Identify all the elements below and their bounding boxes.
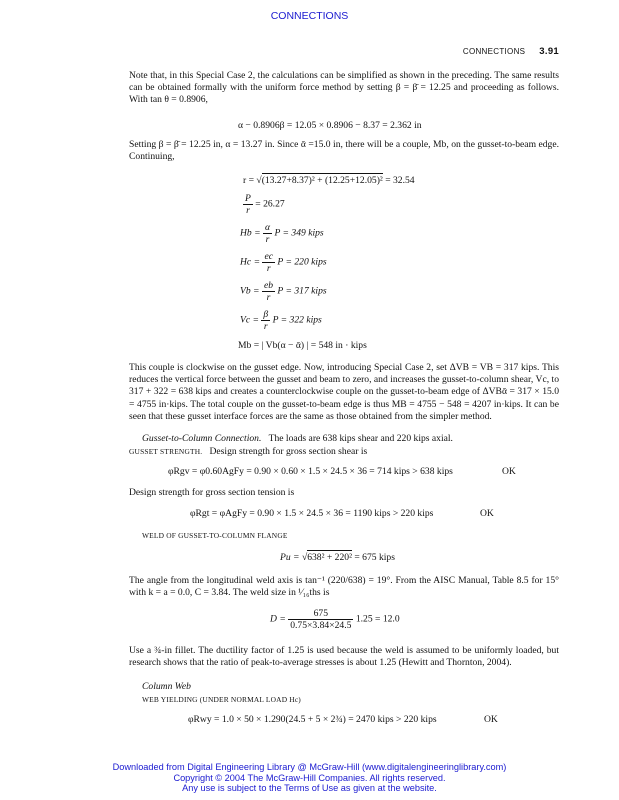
eq-hb-rhs: P = 349 kips (274, 227, 324, 239)
paragraph-setting: Setting β = β̄ = 12.25 in, α = 13.27 in. Since ᾱ =15.0 in, there will be a couple, Mb, on the gusset-to-beam edge. Continuing, (129, 139, 559, 163)
equation-web-yield (188, 714, 437, 725)
eq-d-lhs: D = (270, 613, 286, 625)
eq-vb-den: r (266, 292, 271, 303)
eq-hc-lhs: Hc = (240, 256, 261, 268)
eq-pu-lhs: Pu = (280, 552, 300, 563)
eq-wy-text: φRwy = 1.0 × 50 × 1.290(24.5 + 5 × 2¾) = 2470 kips > 220 kips (188, 714, 437, 725)
page-number: 3.91 (539, 46, 559, 57)
eq-hb-num: α (265, 222, 271, 233)
eq-vb-lhs: Vb = (240, 285, 260, 297)
eq-r-lhs: r = (243, 175, 255, 186)
eq-pu-rhs: = 675 kips (354, 552, 395, 563)
equation-vb (240, 280, 327, 303)
gusset-strength-head: GUSSET STRENGTH. (129, 447, 203, 456)
eq-pr-rhs: = 26.27 (255, 198, 285, 210)
paragraph-special-case: This couple is clockwise on the gusset edge. Now, introducing Special Case 2, set ΔVB = VB = 317 kips. This reduces the vertical force between the gusset and beam to zero, and increases the gusset-to-column shear, Vc, to 317 + 322 = 638 kips and creates a counterclockwise couple on the gusset-to-beam edge of ΔVBᾱ = 317 × 15.0 = 4755 in·kips. The total couple on the gusset-to-beam edge is thus MB = 4755 − 548 = 4207 in·kips. It can be seen that these gusset interface forces are the same as those obtained from the simpler method. (129, 362, 559, 422)
paragraph-gusset-column (129, 433, 559, 445)
eq-hc-rhs: P = 220 kips (277, 256, 327, 268)
weld-heading: WELD OF GUSSET-TO-COLUMN FLANGE (142, 531, 288, 540)
eq-vc-rhs: P = 322 kips (272, 314, 322, 326)
footer (0, 762, 619, 794)
paragraph-gusset-strength (129, 446, 559, 458)
eq-pr-den: r (246, 205, 250, 216)
equation-pu: Pu = √638² + 220² = 675 kips (280, 552, 395, 563)
eq-r-radicand: (13.27+8.37)² + (12.25+12.05)² (261, 175, 383, 186)
equation-shear (168, 466, 453, 477)
eq-hb-den: r (265, 234, 270, 245)
gusset-column-title: Gusset-to-Column Connection. (142, 433, 262, 444)
footer-copyright-line: Copyright © 2004 The McGraw-Hill Companies. All rights reserved. (173, 772, 446, 783)
footer-download-line[interactable]: Downloaded from Digital Engineering Library @ McGraw-Hill (www.digitalengineeringlibrary.com) (112, 762, 507, 772)
equation-hb (240, 222, 324, 245)
eq-d-num: 675 (288, 608, 353, 620)
equation-alpha: α − 0.8906β = 12.05 × 0.8906 − 8.37 = 2.362 in (238, 120, 422, 131)
equation-r: r = √(13.27+8.37)² + (12.25+12.05)² = 32.54 (243, 175, 415, 186)
eq-r-rhs: = 32.54 (385, 175, 415, 186)
paragraph-fillet: Use a ¾-in fillet. The ductility factor of 1.25 is used because the weld is assumed to be uniformly loaded, but research shows that the ratio of peak-to-average stresses is about 1.25 (Hewitt and Thornton, 2004). (129, 645, 559, 669)
web-yield-ok: OK (484, 714, 498, 725)
paragraph-weld-angle: The angle from the longitudinal weld axis is tan⁻¹ (220/638) = 19°. From the AISC Manual, Table 8.5 for 15° with k = a = 0.0, C = 3.84. The weld size in ¹⁄₁₆ths is (129, 575, 559, 599)
shear-ok: OK (502, 466, 516, 477)
equation-vc (240, 309, 322, 332)
equation-hc (240, 251, 327, 274)
eq-d-den: 0.75×3.84×24.5 (290, 620, 352, 631)
equation-d (270, 608, 400, 631)
equation-p-over-r (243, 193, 285, 216)
eq-hc-den: r (266, 263, 271, 274)
footer-terms-line[interactable]: Any use is subject to the Terms of Use as given at the website. (182, 783, 437, 793)
eq-vc-num: β (263, 309, 269, 320)
tension-ok: OK (480, 508, 494, 519)
eq-d-rhs: 1.25 = 12.0 (355, 613, 400, 625)
eq-pr-num: P (245, 193, 251, 204)
paragraph-tension: Design strength for gross section tension is (129, 487, 295, 498)
gusset-column-text: The loads are 638 kips shear and 220 kips axial. (268, 433, 453, 444)
eq-shear-text: φRgv = φ0.60AgFy = 0.90 × 0.60 × 1.5 × 24.5 × 36 = 714 kips > 638 kips (168, 466, 453, 477)
eq-vc-den: r (263, 321, 268, 332)
column-web-title: Column Web (142, 681, 191, 692)
eq-hc-num: ec (264, 251, 273, 262)
eq-vb-num: eb (263, 280, 273, 291)
equation-tension (190, 508, 433, 519)
eq-vb-rhs: P = 317 kips (277, 285, 327, 297)
eq-hb-lhs: Hb = (240, 227, 261, 239)
paragraph-intro: Note that, in this Special Case 2, the calculations can be simplified as shown in the preceding. The same results can be obtained formally with the uniform force method by setting β = β̄ = 12.25 and proceeding as follows. With tan θ = 0.8906, (129, 70, 559, 106)
running-head-section: CONNECTIONS (462, 47, 526, 56)
gusset-strength-text: Design strength for gross section shear is (209, 446, 368, 457)
web-yielding-heading: WEB YIELDING (UNDER NORMAL LOAD Hc) (142, 695, 301, 704)
equation-mb: Mb = | Vb(α − ᾱ) | = 548 in · kips (238, 340, 367, 351)
eq-tension-text: φRgt = φAgFy = 0.90 × 1.5 × 24.5 × 36 = 1190 kips > 220 kips (190, 508, 434, 519)
top-header: CONNECTIONS (270, 10, 349, 22)
running-head (463, 46, 559, 57)
eq-pu-radicand: 638² + 220² (307, 552, 352, 563)
eq-vc-lhs: Vc = (240, 314, 259, 326)
